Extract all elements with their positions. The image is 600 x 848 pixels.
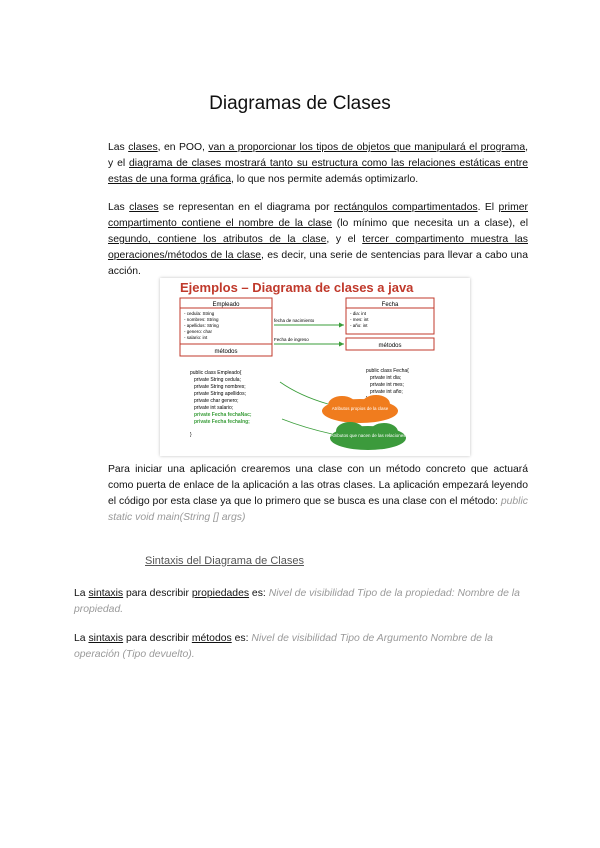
code1-line: private String nombres;: [194, 384, 246, 390]
class2-attr: - dia: int: [350, 311, 367, 316]
assoc-label-2: Fecha de ingreso: [274, 337, 309, 342]
paragraph-intro: Las clases, en POO, van a proporcionar los tipos de objetos que manipulará el programa, y el diagrama de clases mostrará tanto su estructura como las relaciones estáticas entre estas de una forma gráfica, lo que nos permite además optimizarlo.: [108, 142, 528, 185]
green-cloud-arrow: [282, 419, 332, 434]
class1-name: Empleado: [212, 302, 240, 308]
class1-attr: - cedula: String: [184, 311, 215, 316]
code1-line: private Fecha fechaIng;: [194, 419, 250, 425]
class2-methods: métodos: [378, 343, 402, 349]
code1-line: }: [190, 432, 192, 438]
green-cloud: [330, 422, 406, 450]
code2-line: private int dia;: [370, 375, 402, 381]
figure-heading: Ejemplos – Diagrama de clases a java: [180, 280, 414, 295]
green-cloud-label: Atributos que nacen de las relaciones: [330, 433, 406, 438]
assoc-arrowhead-1: [339, 323, 344, 328]
class1-attr: - apellidos: String: [184, 323, 219, 328]
code1-line: private Fecha fechaNac;: [194, 412, 252, 418]
syntax-properties: La sintaxis para describir propiedades es: Nivel de visibilidad Tipo de la propiedad: Nombre de la propiedad.: [74, 588, 520, 615]
paragraph-main-method: Para iniciar una aplicación crearemos una clase con un método concreto que actuará como puerta de enlace de la aplicación a las otras clases. La aplicación empezará leyendo el código por esta clase ya que lo primero que se busca es una clase con el método: public static void main(String [] args): [108, 464, 528, 523]
class2-attr: - año: int: [350, 323, 368, 328]
paragraph-representation: Las clases se representan en el diagrama por rectángulos compartimentados. El primer compartimento contiene el nombre de la clase (lo mínimo que necesita un a clase), el segundo, contiene los atributos de la clase, y el tercer compartimento muestra las operaciones/métodos de la clase, es decir, una serie de sentencias para llevar a cabo una acción.: [108, 202, 528, 277]
code1-line: private String cedula;: [194, 377, 241, 383]
class2-attr: - mes: int: [350, 317, 369, 322]
assoc-arrowhead-2: [339, 342, 344, 347]
orange-cloud-label: Atributos propios de la clase: [331, 406, 389, 411]
class1-attr: - nombres: String: [184, 317, 219, 322]
code1-line: private String apellidos;: [194, 391, 246, 397]
code1-line: private int salario;: [194, 405, 234, 411]
class1-methods: métodos: [214, 349, 238, 355]
code1-line: public class Empleado{: [190, 370, 242, 376]
code2-line: private int mes;: [370, 382, 404, 388]
class1-attr: - salario: int: [184, 335, 208, 340]
code1-line: private char genero;: [194, 398, 239, 404]
section-subtitle: Sintaxis del Diagrama de Clases: [145, 555, 304, 567]
class-diagram-figure: [160, 278, 470, 456]
orange-cloud-arrow: [280, 382, 328, 404]
syntax-methods: La sintaxis para describir métodos es: Nivel de visibilidad Tipo de Argumento Nombre de la operación (Tipo devuelto).: [74, 633, 493, 660]
page-title: Diagramas de Clases: [209, 93, 391, 114]
class2-name: Fecha: [381, 302, 399, 308]
code2-line: public class Fecha{: [366, 368, 409, 374]
orange-cloud: [322, 395, 398, 423]
assoc-label-1: fecha de nacimiento: [274, 318, 315, 323]
code2-line: private int año;: [370, 389, 403, 395]
class1-attr: - genero: char: [184, 329, 213, 334]
